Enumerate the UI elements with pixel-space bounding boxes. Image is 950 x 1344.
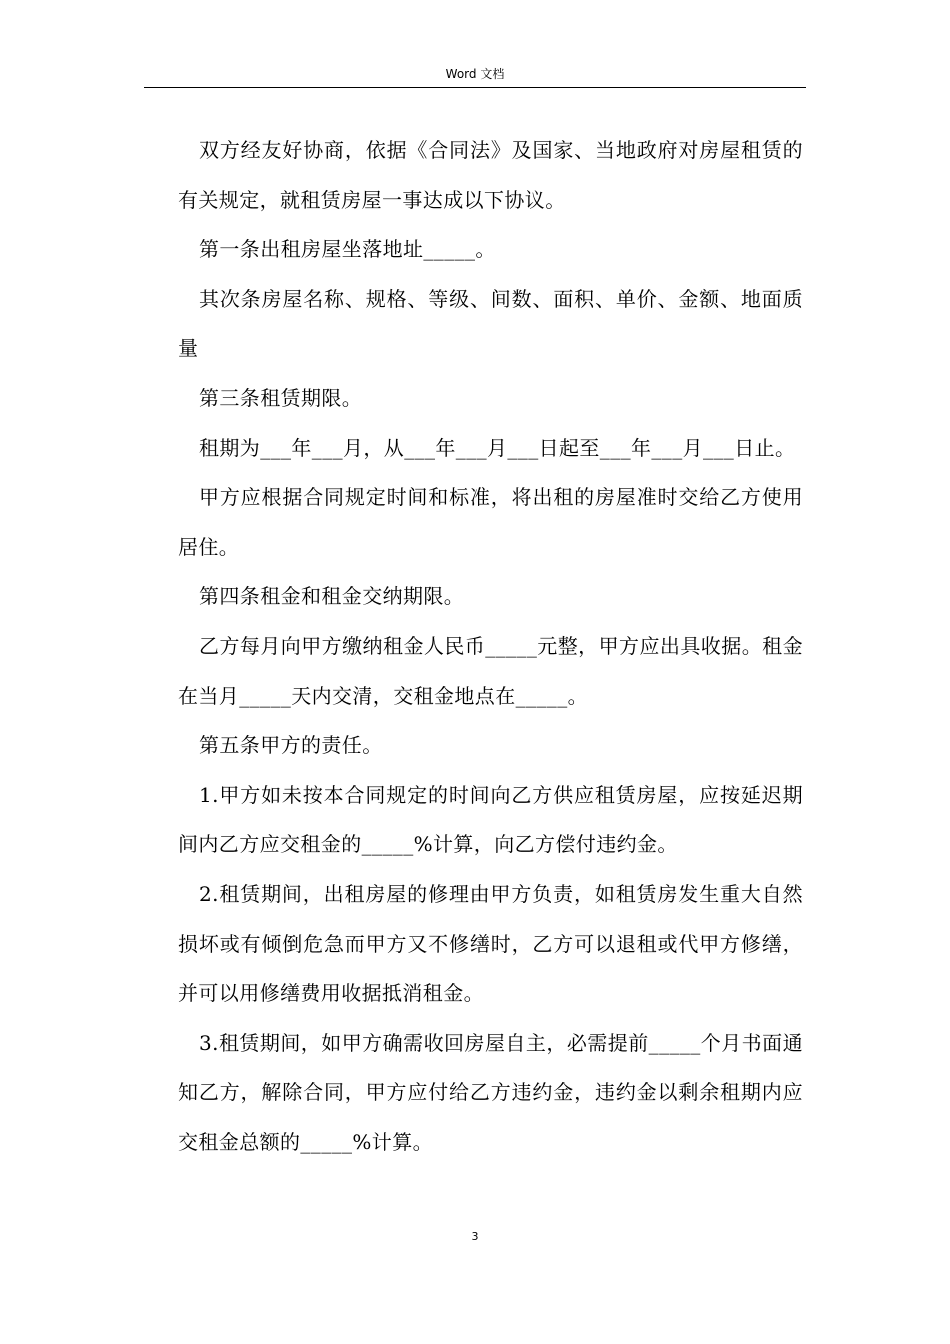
paragraph-article-4: 第四条租金和租金交纳期限。 — [199, 584, 465, 609]
paragraph-clause-1: 1.甲方如未按本合同规定的时间向乙方供应租赁房屋，应按延迟期间内乙方应交租金的_____%计算，向乙方偿付违约金。 — [178, 782, 803, 857]
document-body — [178, 126, 803, 1167]
page-number: 3 — [471, 1230, 479, 1243]
paragraph-delivery: 甲方应根据合同规定时间和标准，将出租的房屋准时交给乙方使用居住。 — [178, 485, 803, 559]
header-divider — [144, 87, 806, 88]
paragraph-clause-3: 3.租赁期间，如甲方确需收回房屋自主，必需提前_____个月书面通知乙方，解除合同，甲方应付给乙方违约金，违约金以剩余租期内应交租金总额的_____%计算。 — [178, 1030, 803, 1154]
paragraph-article-5: 第五条甲方的责任。 — [199, 733, 383, 758]
paragraph-article-2: 其次条房屋名称、规格、等级、间数、面积、单价、金额、地面质量 — [178, 286, 803, 361]
paragraph-lease-term: 租期为___年___月，从___年___月___日起至___年___月___日止。 — [199, 435, 796, 460]
page-header — [144, 62, 806, 86]
paragraph-rent-payment: 乙方每月向甲方缴纳租金人民币_____元整，甲方应出具收据。租金在当月_____天内交清，交租金地点在_____。 — [178, 633, 803, 708]
page-footer — [0, 1228, 950, 1246]
paragraph-clause-2: 2.租赁期间，出租房屋的修理由甲方负责，如租赁房发生重大自然损坏或有倾倒危急而甲方又不修缮时，乙方可以退租或代甲方修缮，并可以用修缮费用收据抵消租金。 — [178, 881, 803, 1006]
paragraph-intro: 双方经友好协商，依据《合同法》及国家、当地政府对房屋租赁的有关规定，就租赁房屋一事达成以下协议。 — [178, 138, 803, 212]
paragraph-article-3: 第三条租赁期限。 — [199, 385, 363, 410]
header-title: Word 文档 — [445, 67, 505, 81]
paragraph-article-1: 第一条出租房屋坐落地址_____。 — [199, 237, 496, 262]
